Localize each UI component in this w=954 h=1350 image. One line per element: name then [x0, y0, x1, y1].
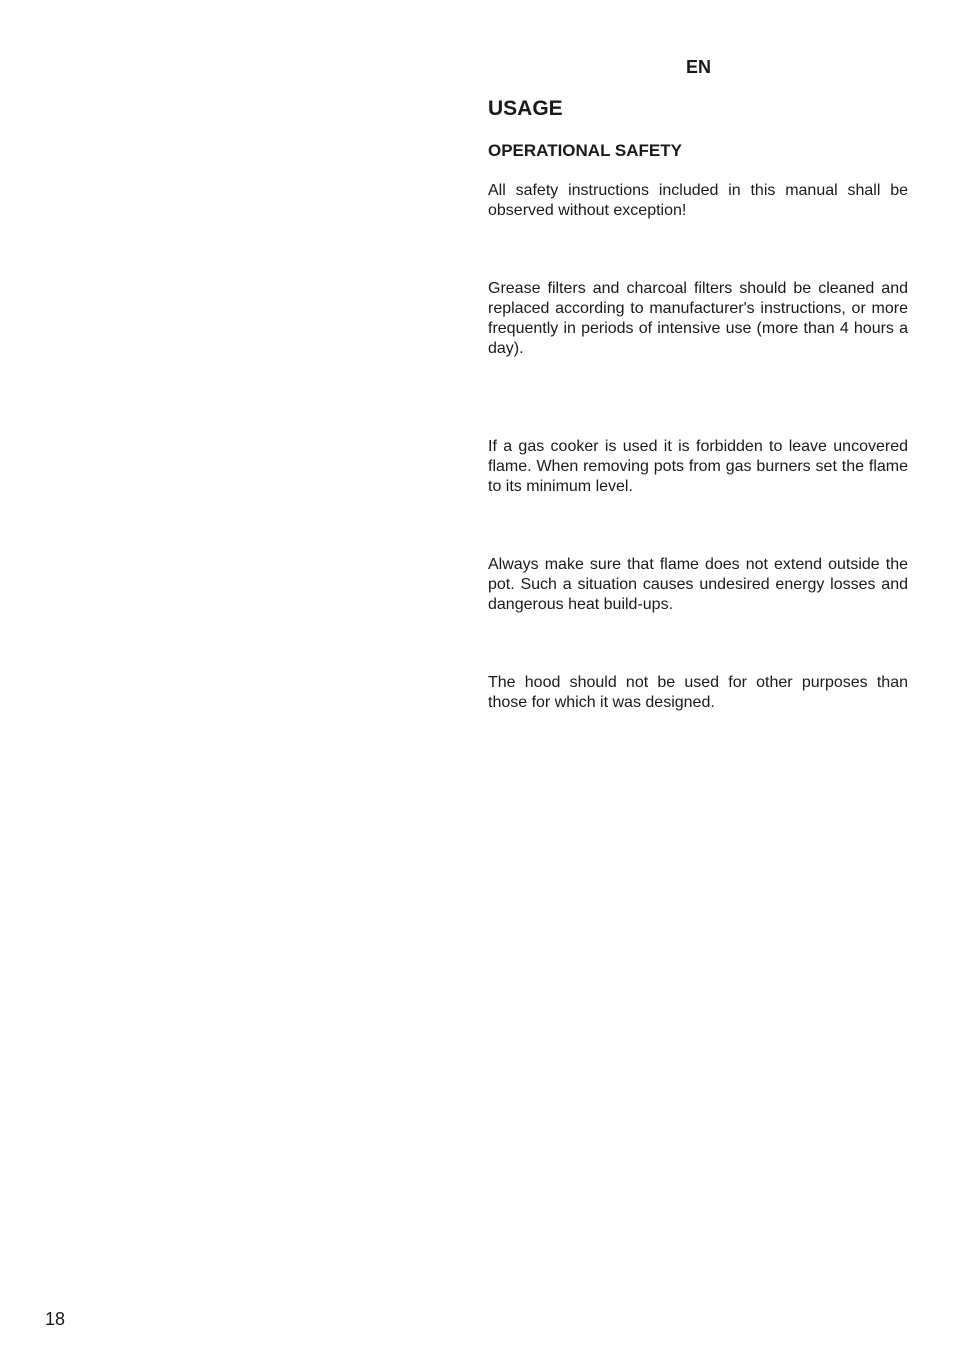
paragraph-filters: Grease filters and charcoal filters should be cleaned and replaced according to manufacturer's instructions, or more frequently in periods of intensive use (more than 4 hours a day).: [488, 280, 908, 357]
paragraph-hood-purpose: The hood should not be used for other purposes than those for which it was designed.: [488, 674, 908, 711]
paragraph-gas-cooker: If a gas cooker is used it is forbidden to leave uncovered flame. When removing pots from gas burners set the flame to its minimum level.: [488, 438, 908, 495]
paragraph-safety-instructions: All safety instructions included in this manual shall be observed without exception!: [488, 182, 908, 219]
language-code: EN: [686, 57, 712, 77]
section-title: USAGE: [488, 97, 563, 120]
subsection-title: OPERATIONAL SAFETY: [488, 141, 682, 160]
page-number: 18: [45, 1309, 66, 1329]
paragraph-flame-extent: Always make sure that flame does not extend outside the pot. Such a situation causes undesired energy losses and dangerous heat build-ups.: [488, 556, 908, 613]
